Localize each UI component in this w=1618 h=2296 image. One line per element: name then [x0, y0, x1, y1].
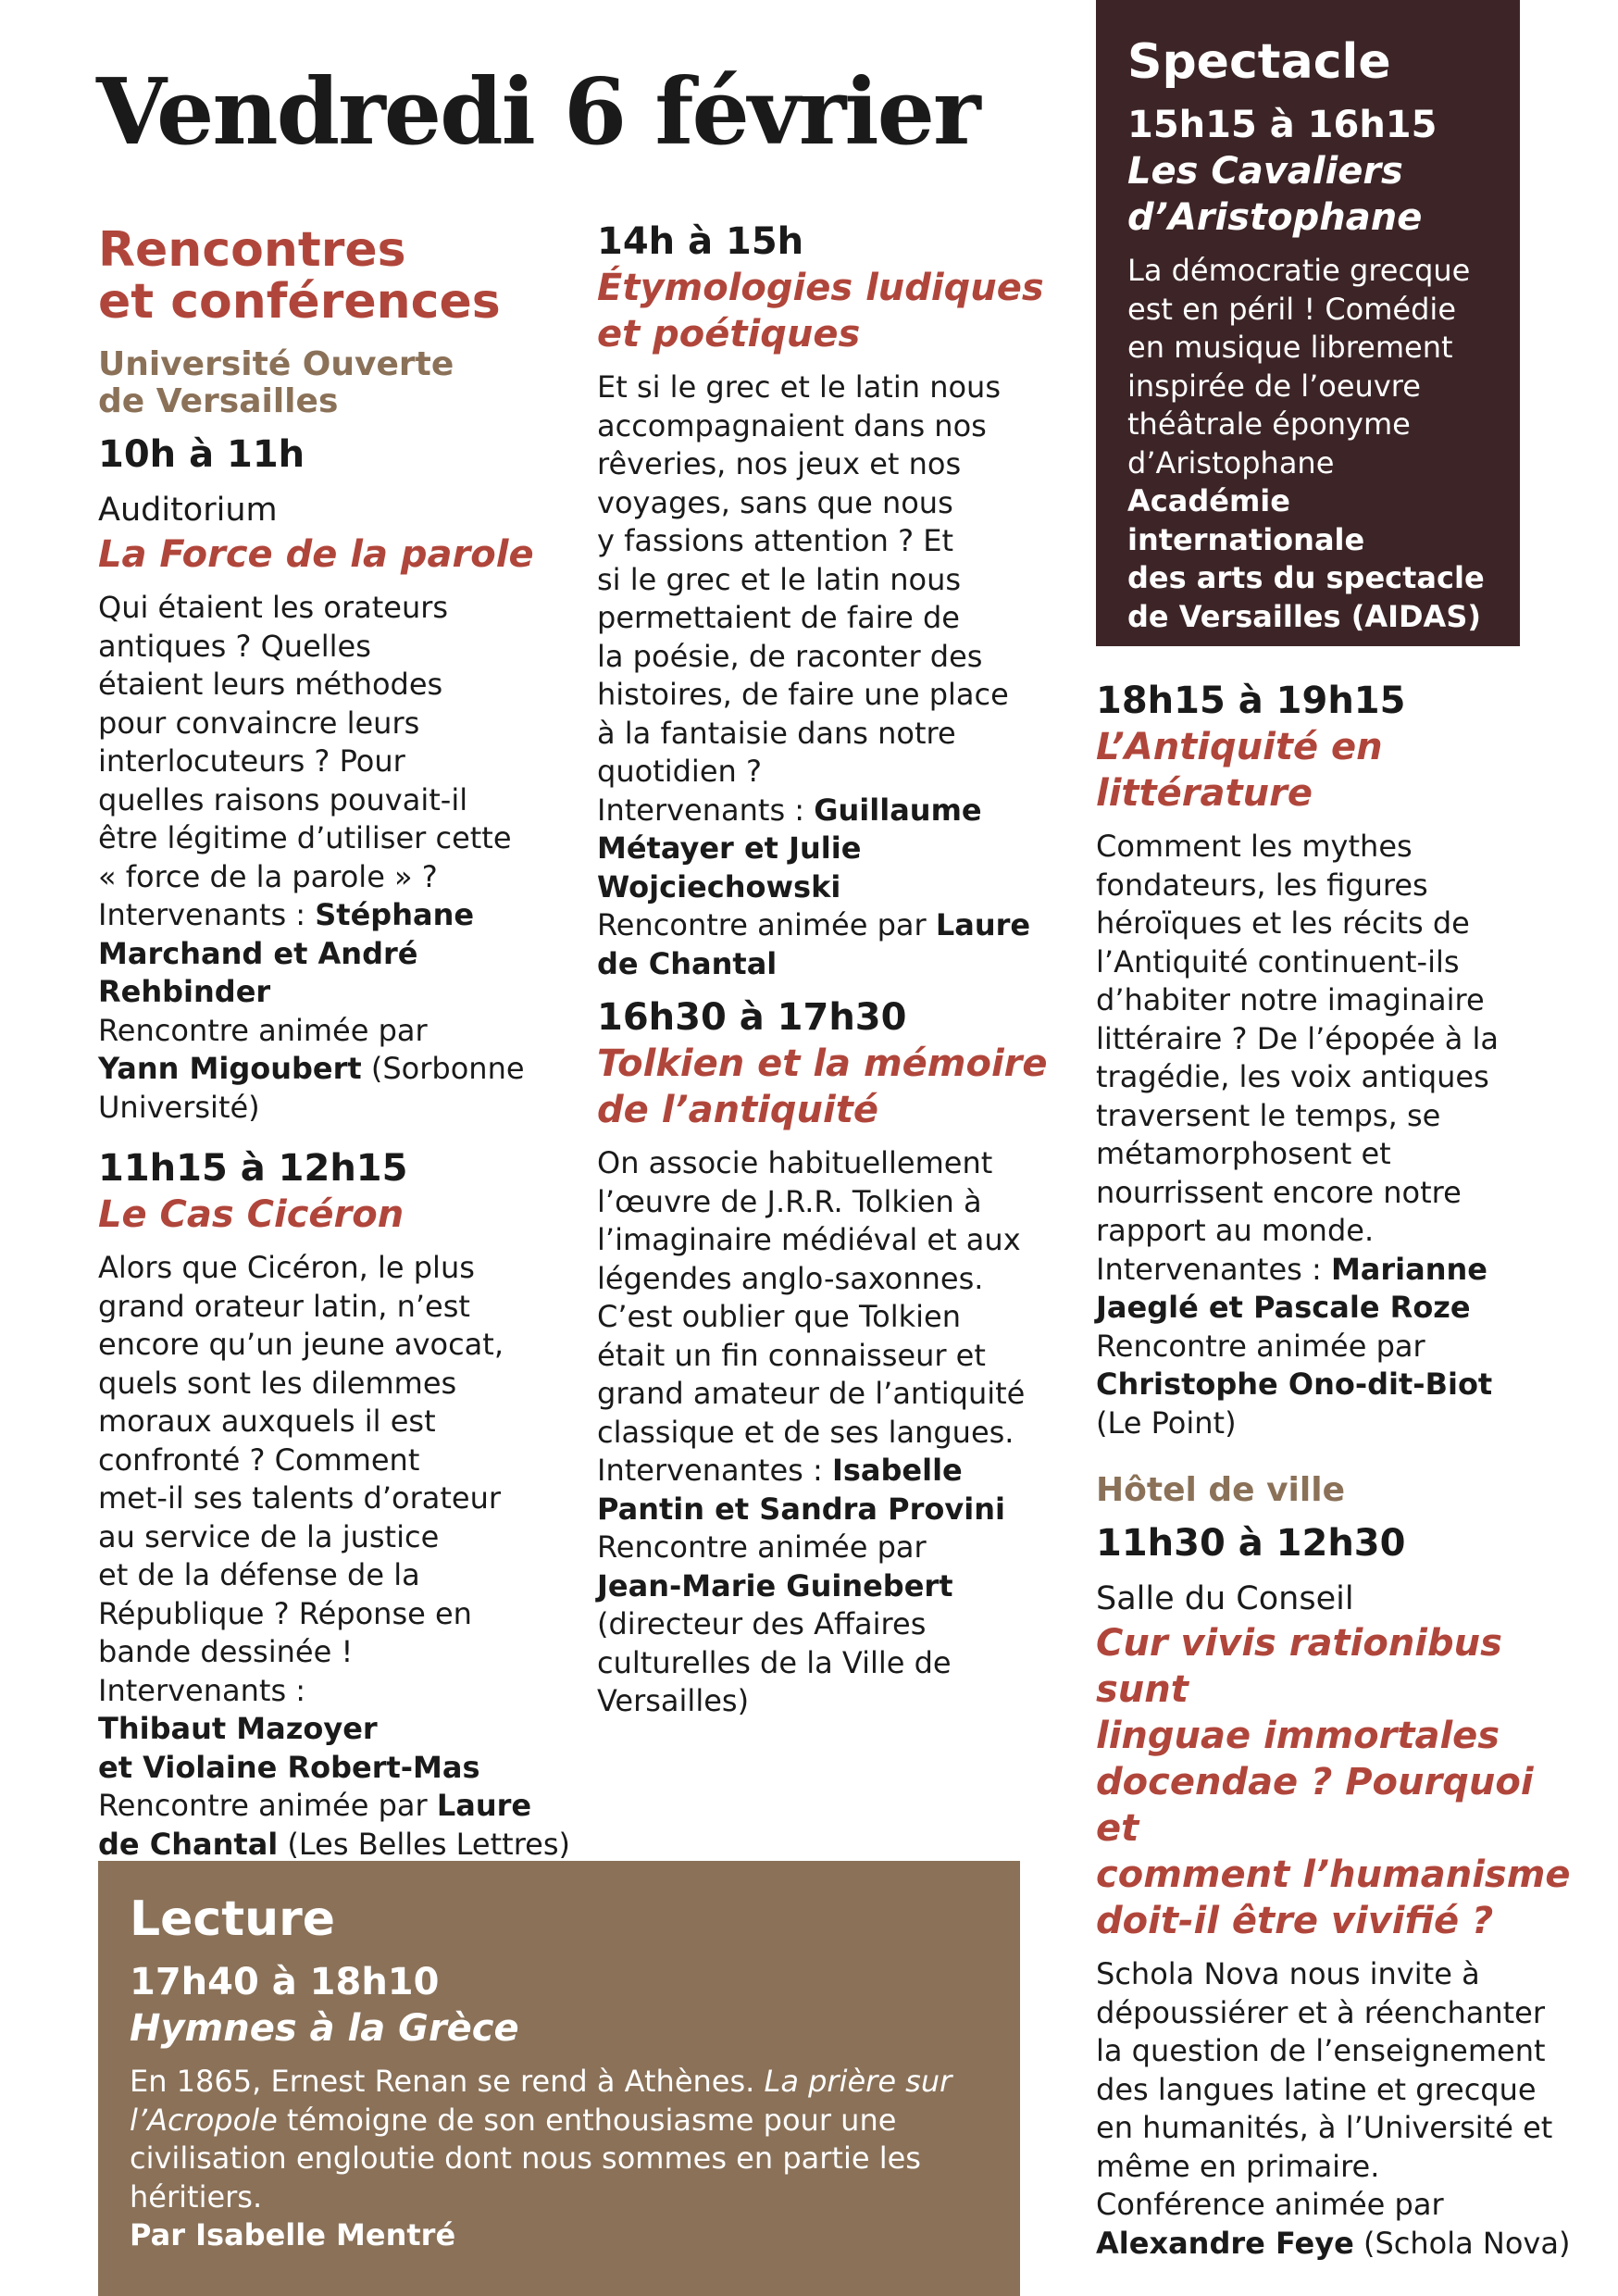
event-room: Salle du Conseil	[1096, 1580, 1354, 1617]
spectacle-box	[1096, 0, 1520, 646]
event-host: Rencontre animée par	[98, 1012, 428, 1048]
event-time: 14h à 15h	[597, 220, 804, 263]
event-time: 16h30 à 17h30	[597, 996, 907, 1039]
event-description: En 1865, Ernest Renan se rend à Athènes. La prière sur l’Acropole témoigne de son enthousiasme pour une civilisation engloutie dont nous sommes en partie les héritiers. Par Isabelle Mentré	[130, 2063, 1000, 2255]
event-room: Auditorium	[98, 492, 278, 529]
event-description: La démocratie grecque est en péril ! Comédie en musique librement inspirée de l’oeuvre théâtrale éponyme d’Aristophane Académie internationale des arts du spectacle de Versailles (AIDAS)	[1127, 252, 1507, 636]
event-description: Et si le grec et le latin nous accompagnaient dans nos rêveries, nos jeux et nos voyages, sans que nous y fassions attention ? Et si le grec et le latin nous permettaient de faire de la poésie, de raconter des histoires, de faire une place à la fantaisie dans notre quotidien ? Intervenants : Guillaume Métayer et Julie Wojciechowski Rencontre animée par Laure de Chantal	[597, 368, 1078, 983]
event-host: Rencontre animée par Laure	[597, 907, 1031, 942]
event-title: La Force de la parole	[98, 533, 534, 576]
event-title: Le Cas Cicéron	[98, 1193, 404, 1236]
event-speakers: Intervenants : Stéphane	[98, 897, 475, 932]
event-title: Tolkien et la mémoire de l’antiquité	[597, 1042, 1048, 1131]
event-title: L’Antiquité en littérature	[1096, 726, 1383, 815]
event-speakers: Intervenantes : Marianne	[1096, 1251, 1487, 1287]
event-host: Rencontre animée par Laure	[98, 1788, 532, 1823]
event-time: 15h15 à 16h15	[1127, 104, 1438, 146]
event-speakers: Intervenants :	[98, 1672, 306, 1708]
lecture-heading: Lecture	[130, 1891, 336, 1947]
event-title: Les Cavaliers d’Aristophane	[1127, 150, 1423, 239]
event-title: Cur vivis rationibus sunt linguae immortales docendae ? Pourquoi et comment l’humanisme doit-il être vivifié ?	[1096, 1622, 1571, 1942]
event-host: Alexandre Feye (Schola Nova)	[1096, 2225, 1571, 2261]
event-time: 18h15 à 19h15	[1096, 680, 1406, 722]
event-credit: Par Isabelle Mentré	[130, 2217, 456, 2252]
section-heading-rencontres: Rencontres et conférences	[98, 222, 501, 330]
column-middle	[597, 218, 1078, 1721]
event-company: Académie internationale	[1127, 483, 1365, 557]
event-description: Qui étaient les orateurs antiques ? Quelles étaient leurs méthodes pour convaincre leurs interlocuteurs ? Pour quelles raisons pouvait-il être légitime d’utiliser cette « force de la parole » ? Intervenants : Stéphane Marchand et André Rehbinder Rencontre animée par Yann Migoubert (Sorbonne Université)	[98, 589, 579, 1127]
column-left	[98, 224, 579, 1864]
column-right	[1096, 678, 1577, 2263]
event-speakers: Intervenantes : Isabelle	[597, 1453, 963, 1488]
organizer-label: Université Ouverte de Versailles	[98, 345, 454, 420]
event-time: 11h15 à 12h15	[98, 1147, 408, 1190]
page-title: Vendredi 6 février	[96, 59, 979, 166]
event-host: Rencontre animée par	[1096, 1328, 1425, 1364]
event-description: Schola Nova nous invite à dépoussiérer et à réenchanter la question de l’enseignement des langues latine et grecque en humanités, à l’Université et même en primaire. Conférence animée par Alexandre Feye (Schola Nova)	[1096, 1955, 1577, 2263]
event-time: 17h40 à 18h10	[130, 1961, 440, 2003]
event-title: Étymologies ludiques et poétiques	[597, 267, 1044, 356]
event-time: 10h à 11h	[98, 433, 305, 476]
event-host: Rencontre animée par	[597, 1529, 927, 1565]
event-description: Comment les mythes fondateurs, les figures héroïques et les récits de l’Antiquité continuent-ils d’habiter notre imaginaire littéraire ? De l’épopée à la tragédie, les voix antiques traversent le temps, se métamorphosent et nourrissent encore notre rapport au monde. Intervenantes : Marianne Jaeglé et Pascale Roze Rencontre animée par Christophe Ono-dit-Biot (Le Point)	[1096, 828, 1577, 1442]
event-description: Alors que Cicéron, le plus grand orateur latin, n’est encore qu’un jeune avocat, quels sont les dilemmes moraux auxquels il est confronté ? Comment met-il ses talents d’orateur au service de la justice et de la défense de la République ? Réponse en bande dessinée ! Intervenants : Thibaut Mazoyer et Violaine Robert-Mas Rencontre animée par Laure de Chantal (Les Belles Lettres)	[98, 1249, 579, 1864]
event-speakers: Intervenants : Guillaume	[597, 792, 982, 828]
spectacle-heading: Spectacle	[1127, 34, 1391, 90]
event-description: On associe habituellement l’œuvre de J.R.R. Tolkien à l’imaginaire médiéval et aux légendes anglo-saxonnes. C’est oublier que Tolkien était un fin connaisseur et grand amateur de l’antiquité classique et de ses langues. Intervenantes : Isabelle Pantin et Sandra Provini Rencontre animée par Jean-Marie Guinebert (directeur des Affaires culturelles de la Ville de Versailles)	[597, 1144, 1078, 1721]
event-time: 11h30 à 12h30	[1096, 1522, 1406, 1565]
lecture-box	[98, 1861, 1020, 2296]
event-title: Hymnes à la Grèce	[130, 2007, 519, 2050]
venue-heading: Hôtel de ville	[1096, 1471, 1345, 1509]
